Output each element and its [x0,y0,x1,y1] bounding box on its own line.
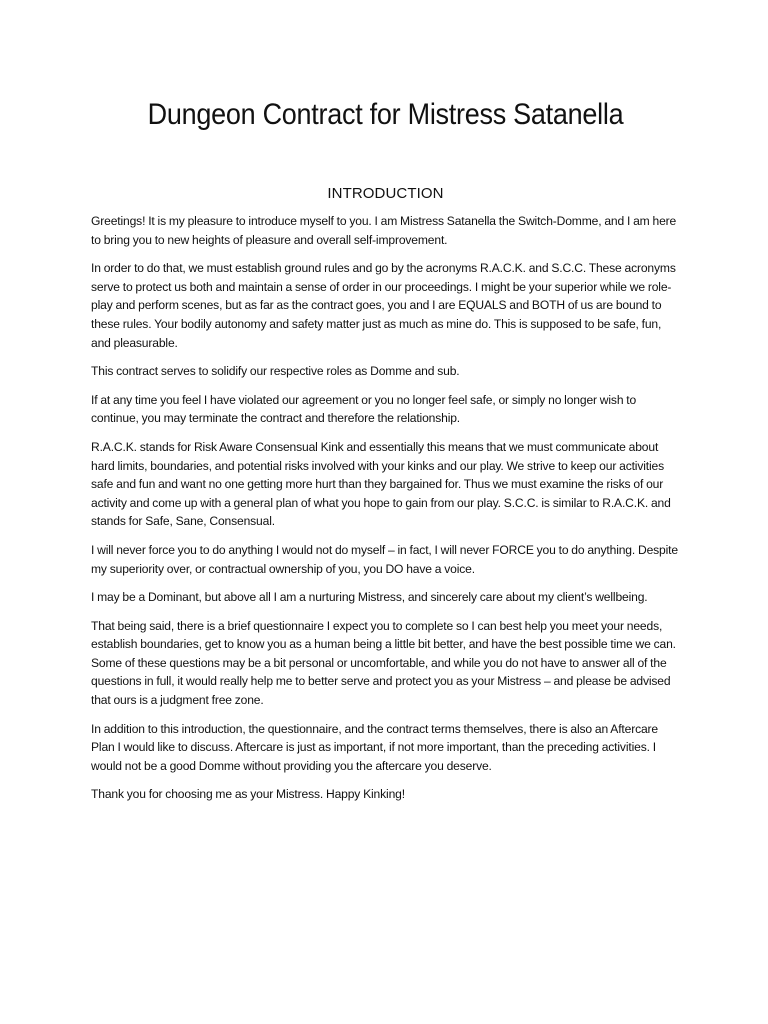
paragraph-greeting: Greetings! It is my pleasure to introduce myself to you. I am Mistress Satanella the Switch-Domme, and I am here to bring you to new heights of pleasure and overall self-improvement. [91,214,677,247]
paragraph-nurturing: I may be a Dominant, but above all I am a nurturing Mistress, and sincerely care about my client’s wellbeing. [91,590,648,605]
paragraph-never-force: I will never force you to do anything I would not do myself – in fact, I will never FORCE you to do anything. Despite my superiority over, or contractual ownership of you, you DO have a voice. [91,542,678,576]
paragraph-roles: This contract serves to solidify our respective roles as Domme and sub. [91,364,460,379]
paragraph-rack-definition: R.A.C.K. stands for Risk Aware Consensual Kink and essentially this means that we must communicate about hard limits, boundaries, and potential risks involved with your kinks and our play. We strive to keep our activities safe and fun and want no one getting more hurt than they bargained for. Thus we must examine the risks of our activity and come up with a general plan of what you hope to gain from our play. S.C.C. is similar to R.A.C.K. and stands for Safe, Sane, Consensual. [91,439,671,529]
paragraph-aftercare: In addition to this introduction, the questionnaire, and the contract terms themselves, there is also an Aftercare Plan I would like to discuss. Aftercare is just as important, if not more important, than the preceding activities. I would not be a good Domme without providing you the aftercare you deserve. [91,721,658,773]
section-heading: INTRODUCTION [327,185,444,202]
paragraph-closing: Thank you for choosing me as your Mistress. Happy Kinking! [91,787,405,802]
document-title: Dungeon Contract for Mistress Satanella [147,98,624,131]
paragraph-termination: If at any time you feel I have violated our agreement or you no longer feel safe, or simply no longer wish to continue, you may terminate the contract and therefore the relationship. [91,392,637,426]
paragraph-questionnaire: That being said, there is a brief questionnaire I expect you to complete so I can best help you meet your needs, establish boundaries, get to know you as a human being a little bit better, and have the best possible time we can. Some of these questions may be a bit personal or uncomfortable, and while you do not have to answer all of the questions in full, it would really help me to better serve and protect you as your Mistress – and please be advised that ours is a judgment free zone. [91,618,676,708]
paragraph-ground-rules: In order to do that, we must establish ground rules and go by the acronyms R.A.C.K. and S.C.C. These acronyms serve to protect us both and maintain a sense of order in our proceedings. I might be your superior while we role-play and perform scenes, but as far as the contract goes, you and I are EQUALS and BOTH of us are bound to these rules. Your bodily autonomy and safety matter just as much as mine do. This is supposed to be safe, fun, and pleasurable. [91,261,676,350]
